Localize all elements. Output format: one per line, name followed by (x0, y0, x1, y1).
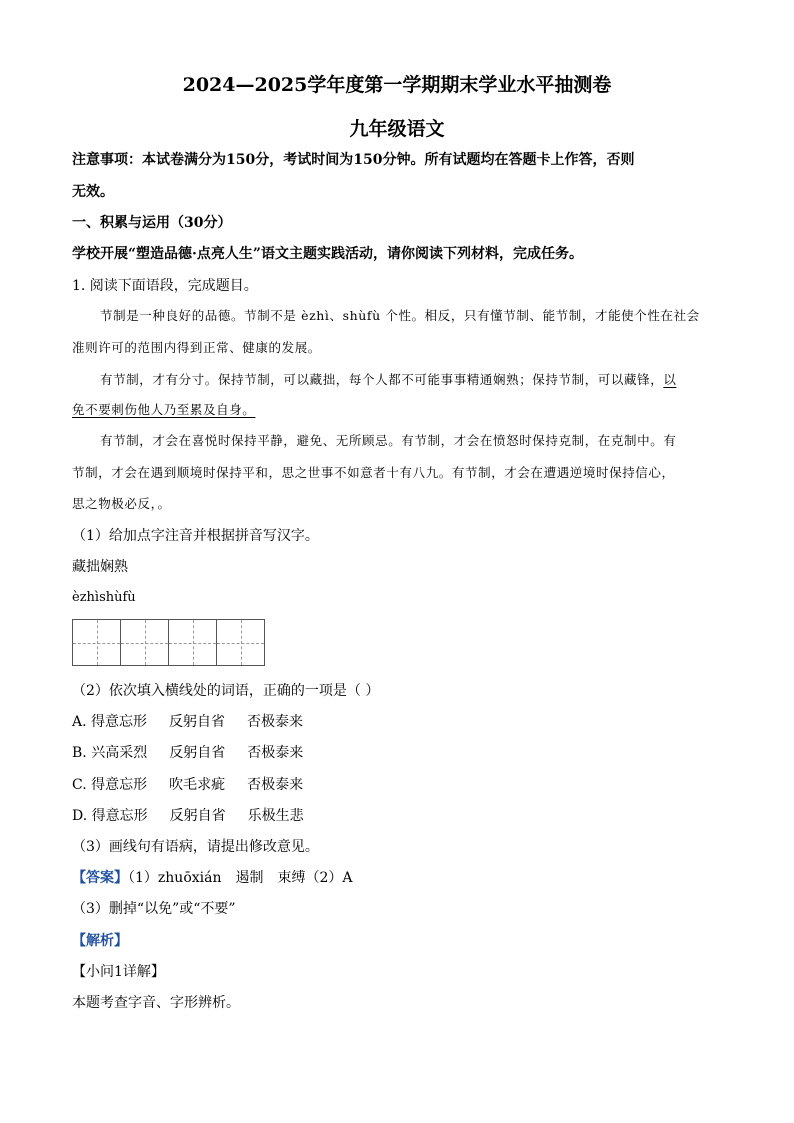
option-word: 否极泰来 (247, 745, 304, 761)
detail-text: 本题考查字音、字形辨析。 (72, 995, 240, 1011)
grid-cell[interactable] (72, 619, 121, 666)
option-word: 反躬自省 (169, 714, 226, 730)
grid-cell[interactable] (216, 619, 265, 666)
answer-line-1 (72, 868, 353, 888)
passage-p3-line1: 有节制，才会在喜悦时保持平静，避免、无所顾忌。有节制，才会在愤怒时保持克制，在克制中。有 (100, 433, 677, 448)
section-intro: 学校开展“塑造品德·点亮人生”语文主题实践活动，请你阅读下列材料，完成任务。 (72, 246, 583, 262)
underlined-sentence-end: 免不要刺伤他人乃至累及自身。 (72, 402, 256, 417)
answer-line-2: （3）删掉“以免”或“不要” (72, 901, 236, 917)
exam-title: 2024—2025学年度第一学期期末学业水平抽测卷 (182, 74, 612, 96)
option-word: 否极泰来 (247, 714, 304, 730)
option-word: 乐极生悲 (247, 808, 304, 824)
subquestion-2: （2）依次填入横线处的词语，正确的一项是（ ） (72, 683, 380, 699)
subquestion-3: （3）画线句有语病，请提出修改意见。 (72, 839, 319, 855)
analysis-label: 【解析】 (72, 933, 128, 949)
option-letter: A. (72, 714, 87, 730)
subquestion-1: （1）给加点字注音并根据拼音写汉字。 (72, 528, 319, 544)
option-word: 兴高采烈 (91, 745, 148, 761)
option-b (72, 743, 303, 763)
answer-label: 【答案】 (72, 870, 128, 886)
writing-grid (72, 619, 265, 666)
option-word: 吹毛求疵 (169, 777, 226, 793)
option-word: 得意忘形 (91, 777, 148, 793)
answer-text: （1）zhuōxián 遏制 束缚（2）A (128, 870, 353, 886)
passage-p1-line2: 准则许可的范围内得到正常、健康的发展。 (72, 340, 321, 355)
option-d (72, 806, 304, 826)
passage-p2-text: 有节制，才有分寸。保持节制，可以藏拙，每个人都不可能事事精通娴熟；保持节制，可以藏锋， (100, 372, 664, 387)
option-c (72, 775, 303, 795)
detail-heading: 【小问1详解】 (72, 964, 165, 980)
option-word: 得意忘形 (91, 808, 148, 824)
grid-cell[interactable] (168, 619, 217, 666)
option-letter: D. (72, 808, 88, 824)
notice-line-1: 注意事项：本试卷满分为150分，考试时间为150分钟。所有试题均在答题卡上作答，否则 (72, 152, 635, 168)
option-word: 得意忘形 (91, 714, 148, 730)
pinyin-prompt: èzhìshùfù (72, 590, 136, 605)
passage-p3-line2: 节制，才会在遇到顺境时保持平和，思之世事不如意者十有八九。有节制，才会在遭遇逆境时保持信心， (72, 465, 675, 480)
option-a (72, 712, 303, 732)
option-letter: B. (72, 745, 87, 761)
option-word: 否极泰来 (247, 777, 304, 793)
option-word: 反躬自省 (169, 745, 226, 761)
underlined-sentence-start: 以 (663, 372, 677, 387)
exam-subtitle: 九年级语文 (349, 118, 445, 140)
passage-p1-line1: 节制是一种良好的品德。节制不是 èzhì、shùfù 个性。相反，只有懂节制、能节制，才能使个性在社会 (100, 308, 700, 323)
section-heading: 一、积累与运用（30分） (72, 215, 232, 231)
passage-p3-line3: 思之物极必反，。 (72, 496, 171, 511)
grid-cell[interactable] (120, 619, 169, 666)
option-word: 反躬自省 (169, 808, 226, 824)
option-letter: C. (72, 777, 87, 793)
question-stem: 1. 阅读下面语段，完成题目。 (72, 278, 258, 294)
notice-line-2: 无效。 (72, 184, 114, 200)
dotted-characters: 藏拙娴熟 (72, 559, 128, 575)
passage-p2-line1 (100, 370, 676, 390)
